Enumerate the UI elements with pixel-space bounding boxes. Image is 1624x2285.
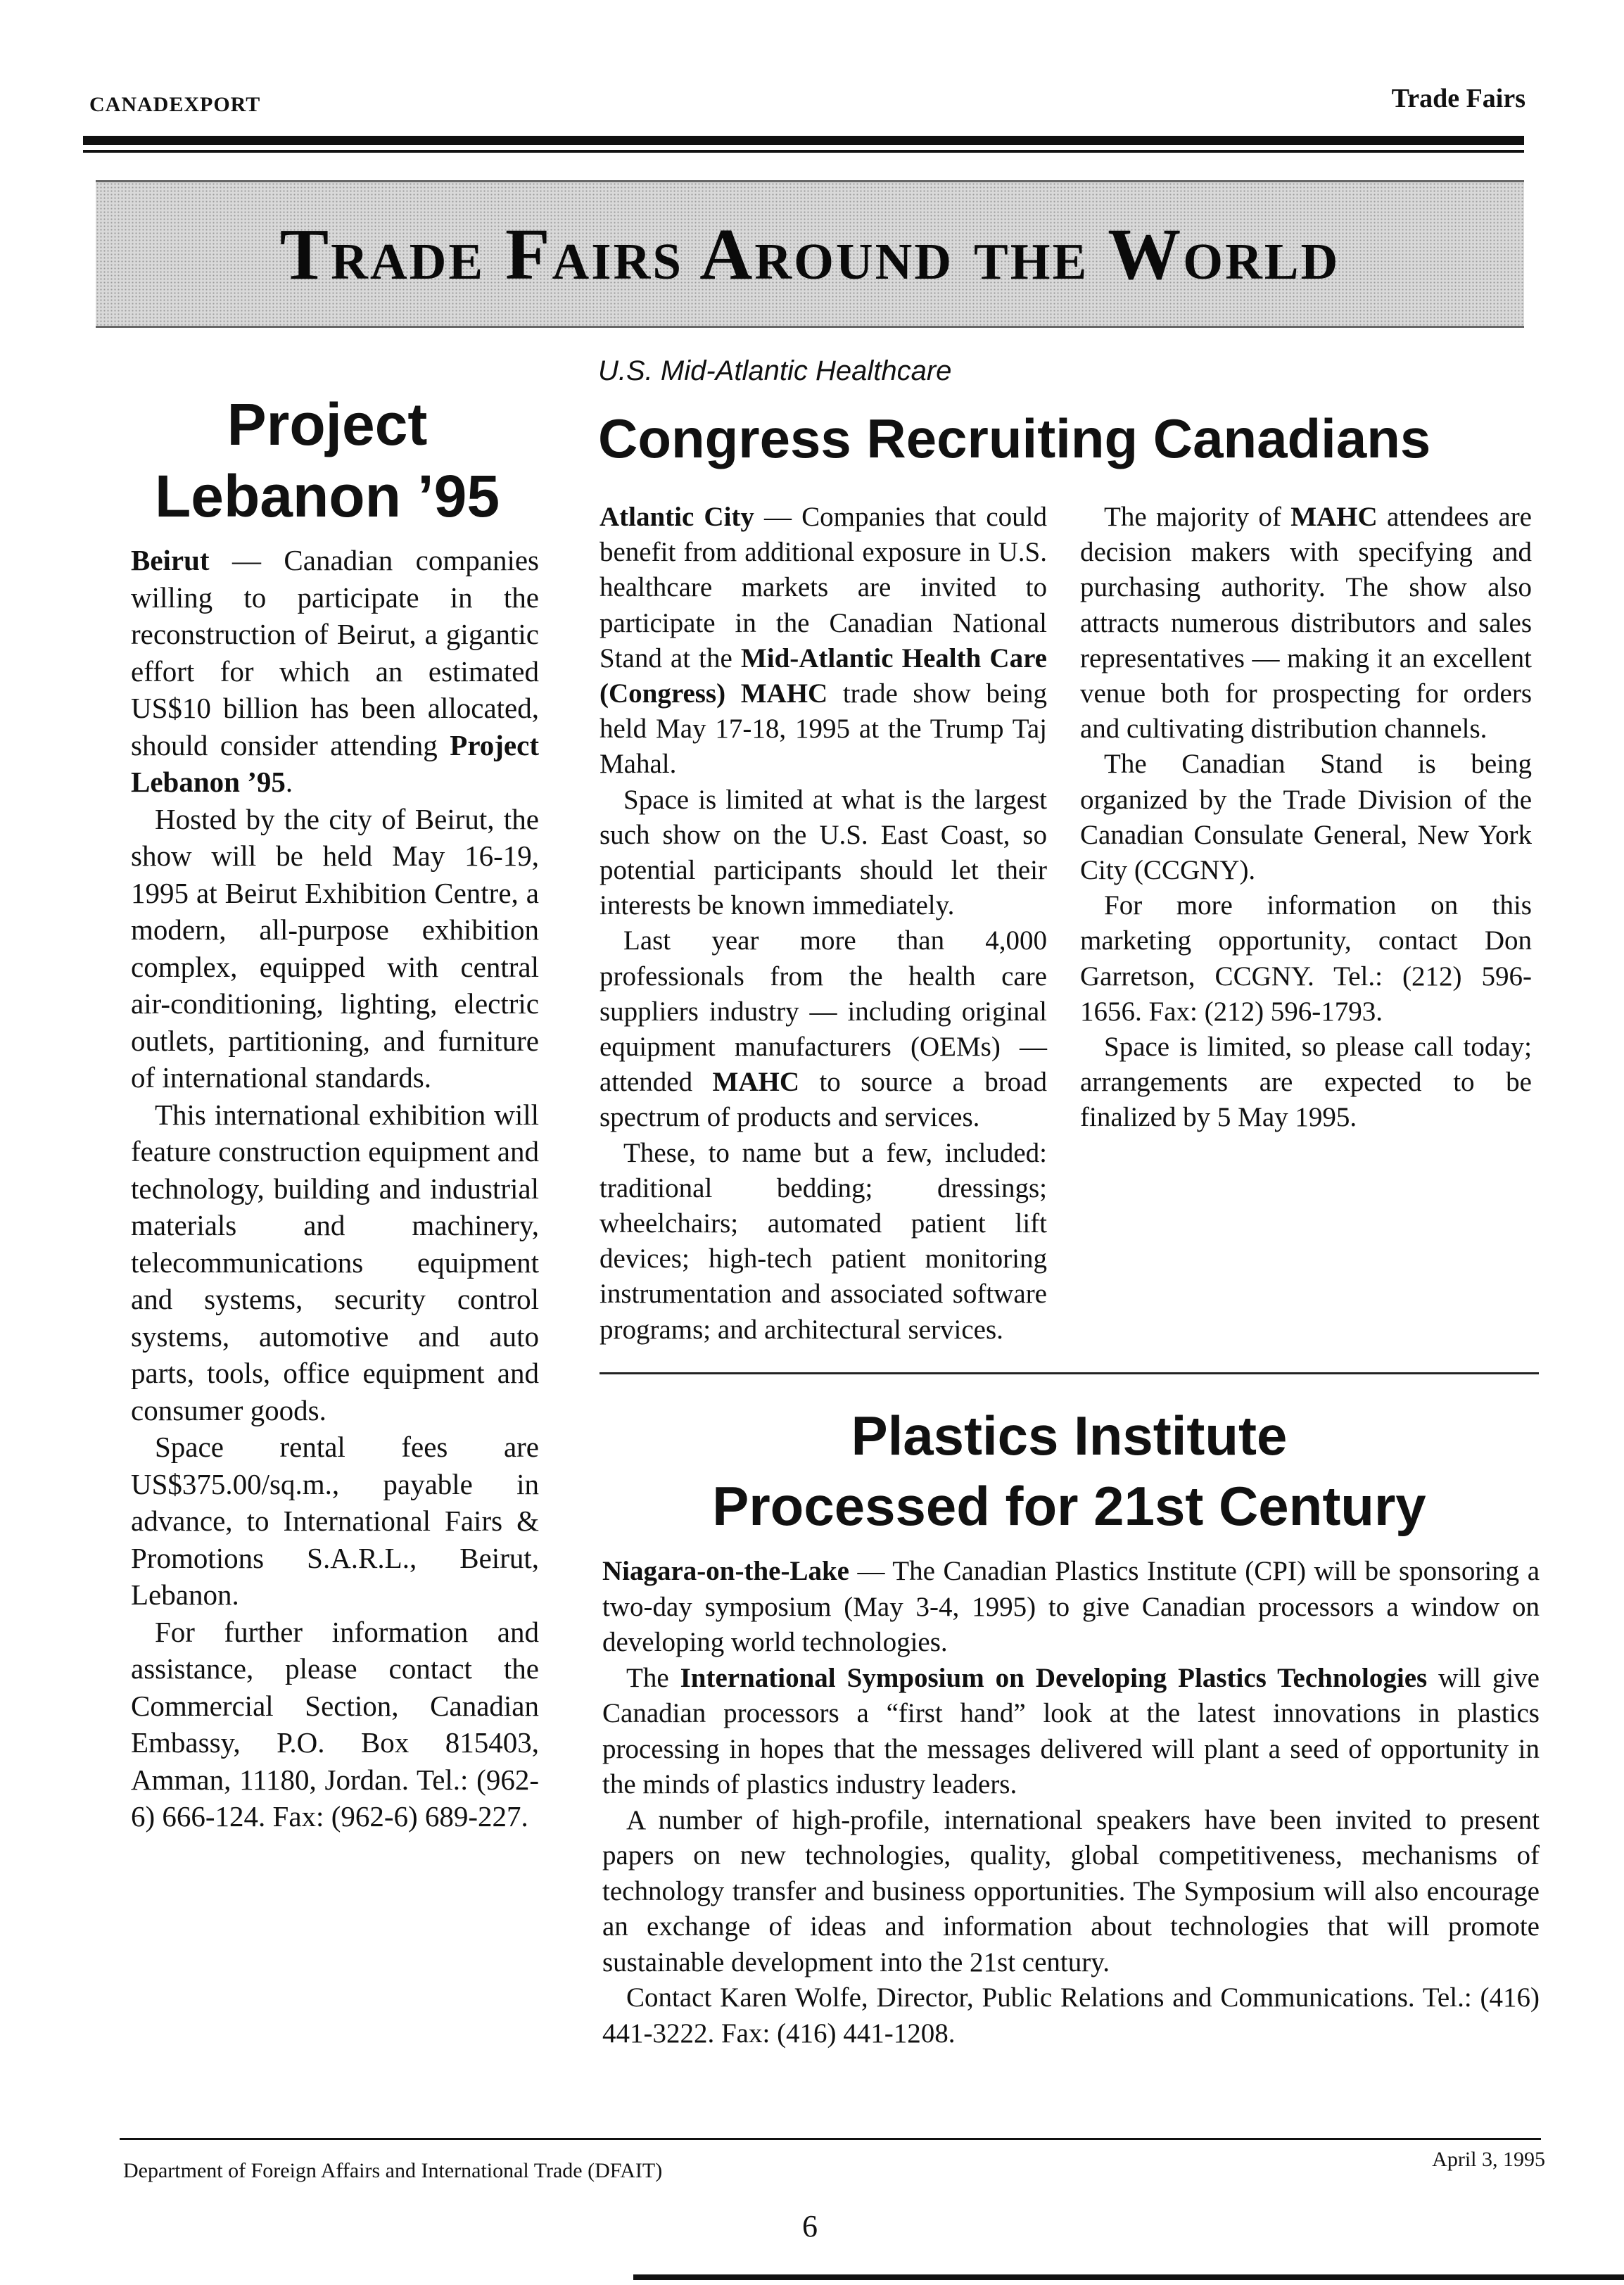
lebanon-paragraph: This international exhibition will feature construction equipment and technology, building and industrial materials and machinery, telecommunications equipment and systems, security control systems, automotive and auto parts, tools, office equipment and consumer goods. (131, 1098, 539, 1426)
header-rule-thick (83, 136, 1524, 145)
section-banner (96, 180, 1524, 328)
plastics-headline-line1: Plastics Institute (851, 1405, 1288, 1467)
event-name: Mid-Atlantic Health Care (Congress) MAHC (600, 643, 1047, 709)
plastics-paragraph: The International Symposium on Developing Plastics Technologies will give Canadian processors a “first hand” look at the latest innovations in plastics processing in hopes that the messages delivered will plant a seed of opportunity in the minds of plastics industry leaders. (602, 1662, 1540, 1799)
plastics-headline-line2: Processed for 21st Century (712, 1475, 1426, 1537)
plastics-headline (600, 1400, 1539, 1541)
healthcare-headline: Congress Recruiting Canadians (598, 407, 1431, 469)
event-acronym: MAHC (712, 1067, 800, 1098)
healthcare-paragraph: Space is limited at what is the largest such show on the U.S. East Coast, so potential participants should let their interests be known immediately. (600, 784, 1047, 921)
healthcare-paragraph: Last year more than 4,000 professionals from the health care suppliers industry — including original equipment manufacturers (OEMs) — attended MAHC to source a broad spectrum of products and services. (600, 925, 1047, 1133)
healthcare-paragraph: Atlantic City — Companies that could benefit from additional exposure in U.S. healthcare markets are invited to participate in the Canadian National Stand at the Mid-Atlantic Health Care (Congress) MAHC trade show being held May 17-18, 1995 at the Trump Taj Mahal. (600, 502, 1047, 780)
lebanon-paragraph: For further information and assistance, please contact the Commercial Section, Canadian Embassy, P.O. Box 815403, Amman, 11180, Jordan. Tel.: (962-6) 666-124. Fax: (962-6) 689-227. (131, 1615, 539, 1833)
healthcare-kicker: U.S. Mid-Atlantic Healthcare (598, 355, 952, 386)
footer-rule (120, 2138, 1541, 2140)
lebanon-paragraph: Beirut — Canadian companies willing to participate in the reconstruction of Beirut, a gigantic effort for which an estimated US$10 billion has been allocated, should consider attending Project Lebanon ’95. (131, 544, 539, 798)
lebanon-headline (106, 388, 549, 532)
lebanon-paragraph: Space rental fees are US$375.00/sq.m., payable in advance, to International Fairs & Promotions S.A.R.L., Beirut, Lebanon. (131, 1431, 539, 1611)
dateline: Niagara-on-the-Lake (602, 1556, 849, 1586)
healthcare-column-1 (600, 500, 1047, 1348)
page-number: 6 (802, 2209, 818, 2243)
plastics-article-body (602, 1554, 1540, 2051)
healthcare-paragraph: The Canadian Stand is being organized by the Trade Division of the Canadian Consulate General, New York City (CCGNY). (1080, 749, 1532, 886)
event-name: Project Lebanon ’95 (131, 728, 539, 798)
healthcare-paragraph: For more information on this marketing opportunity, contact Don Garretson, CCGNY. Tel.: (212) 596-1656. Fax: (212) 596-1793. (1080, 890, 1532, 1027)
event-acronym: MAHC (1290, 502, 1378, 532)
healthcare-paragraph: These, to name but a few, included: traditional bedding; dressings; wheelchairs; automated patient lift devices; high-tech patient monitoring instrumentation and associated software programs; and architectural services. (600, 1137, 1047, 1345)
dateline: Atlantic City (600, 502, 754, 532)
plastics-paragraph: Contact Karen Wolfe, Director, Public Relations and Communications. Tel.: (416) 441-3222. Fax: (416) 441-1208. (602, 1982, 1540, 2049)
footer-date: April 3, 1995 (1432, 2148, 1545, 2171)
banner-title: Trade Fairs Around the World (279, 213, 1340, 295)
healthcare-paragraph: Space is limited, so please call today; arrangements are expected to be finalized by 5 May 1995. (1080, 1032, 1532, 1133)
event-name: International Symposium on Developing Plastics Technologies (680, 1662, 1428, 1693)
header-rule-thin (83, 150, 1524, 153)
lebanon-headline-line2: Lebanon ’95 (154, 463, 500, 529)
lebanon-headline-line1: Project (227, 391, 428, 457)
section-label: Trade Fairs (1391, 84, 1525, 113)
lebanon-paragraph: Hosted by the city of Beirut, the show will be held May 16-19, 1995 at Beirut Exhibition Centre, a modern, all-purpose exhibition complex, equipped with central air-conditioning, lighting, electric outlets, partitioning, and furniture of international standards. (131, 802, 539, 1094)
dateline: Beirut (131, 544, 210, 576)
lebanon-article-body (131, 542, 539, 1835)
healthcare-paragraph: The majority of MAHC attendees are decision makers with specifying and purchasing authority. The show also attracts numerous distributors and sales representatives — making it an excellent venue both for prospecting for orders and cultivating distribution channels. (1080, 502, 1532, 745)
healthcare-column-2 (1080, 500, 1532, 1136)
plastics-paragraph: A number of high-profile, international speakers have been invited to present papers on new technologies, quality, global competitiveness, mechanisms of technology transfer and business opportunities. The Symposium will also encourage an exchange of ideas and information about technologies that will promote sustainable development into the 21st century. (602, 1804, 1540, 1977)
plastics-paragraph: Niagara-on-the-Lake — The Canadian Plastics Institute (CPI) will be sponsoring a two-day symposium (May 3-4, 1995) to give Canadian processors a window on developing world technologies. (602, 1556, 1540, 1657)
scan-edge (633, 2274, 1624, 2280)
article-divider (600, 1372, 1539, 1374)
footer-department: Department of Foreign Affairs and International Trade (DFAIT) (123, 2159, 663, 2182)
publication-name: CANADEXPORT (89, 93, 261, 116)
